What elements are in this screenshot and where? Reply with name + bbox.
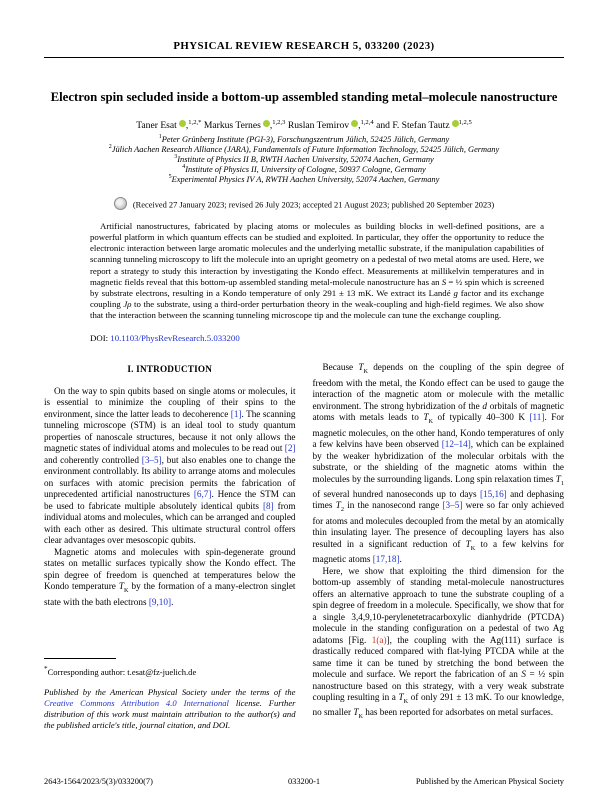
dates-text: (Received 27 January 2023; revised 26 July 2023; accepted 21 August 2023; published 20 September 2023) (132, 200, 495, 210)
author-superscript: 1,2,* (188, 118, 202, 126)
author-separator: , (185, 120, 189, 131)
orcid-icon[interactable] (263, 120, 270, 127)
author-name: and F. Stefan Tautz (376, 120, 450, 131)
citation-link[interactable]: [6,7] (193, 489, 212, 500)
affiliation-line (44, 175, 564, 185)
author-superscript: 1,2,5 (458, 118, 472, 126)
author (288, 120, 374, 131)
citation-link[interactable]: [12–14] (441, 439, 471, 450)
citation-link[interactable]: [8] (262, 500, 274, 511)
body-paragraph: Because $T_K$ depends on the coupling of the spin degree of freedom with the metal, the Kondo effect can be used to gauge the interaction of the magnetic atom or molecule with the metallic environment. The strong hybridization of the d orbitals of magnetic atoms with metals leads to $T_K$ of typically 40–300 K [11]. For magnetic molecules, on the other hand, Kondo temperatures of only a few kelvins have been observed [12–14], which can be explained by the weaker hybridization of the molecular orbitals with the substrate, or the shielding of the magnetic atoms within the molecules by the surrounding ligands. Long spin relaxation times $T_1$ of several hundred nanoseconds up to days [15,16] and dephasing times $T_2$ in the nanosecond range [3–5] were so far only achieved for atoms and molecules decoupled from the metal by an atomically thin insulating layer. The presence of decoupling layers has also resulted in a significant reduction of $T_K$ to a few kelvins for magnetic atoms [17,18]. (312, 362, 565, 565)
citation-link[interactable]: [9,10] (148, 596, 172, 607)
right-column (313, 362, 565, 730)
citation-link[interactable]: [3–5] (141, 454, 162, 465)
affiliation-line (44, 165, 564, 175)
paper-title: Electron spin secluded inside a bottom-up assembled standing metal–molecule nanostructure (50, 90, 558, 104)
license-statement (44, 687, 296, 731)
crossmark-icon[interactable] (114, 197, 127, 210)
abstract-text: Artificial nanostructures, fabricated by placing atoms or molecules as building blocks in well-defined positions, are a powerful platform in which quantum effects can be studied and exploited. In particular, they offer the opportunity to reduce the electronic interaction between large aromatic molecules and the underlying metallic substrate, if the manipulation capabilities of scanning tunneling microscopy to lift the molecule into an upright geometry on a pedestal of two metal atoms are used. Here, we report a strategy to study this interaction by investigating the Kondo effect. Measurements at millikelvin temperatures and in magnetic fields reveal that this bottom-up assembled standing metal-molecule nanostructure has an S = ½ spin which is screened by substrate electrons, resulting in a Kondo temperature of only 291 ± 13 mK. We extract its Landé g factor and its exchange coupling Jρ to the substrate, using a third-order perturbation theory in the weak-coupling and high-field regimes. We also show that the interaction between the scanning tunneling microscope tip and the molecule can tune the exchange coupling. (90, 221, 545, 321)
affiliation-text: Experimental Physics IV A, RWTH Aachen University, 52074 Aachen, Germany (171, 175, 440, 184)
author-name: Ruslan Temirov (287, 120, 350, 131)
affiliations (44, 135, 564, 185)
affiliation-text: Institute of Physics II B, RWTH Aachen University, 52074 Aachen, Germany (177, 155, 434, 164)
footer-publisher: Published by the American Physical Society (415, 777, 564, 786)
citation-link[interactable]: [11] (529, 412, 545, 423)
author (204, 120, 286, 131)
citation-link[interactable]: [2] (284, 443, 296, 454)
orcid-icon[interactable] (351, 120, 358, 127)
affiliation-line (44, 135, 564, 145)
citation-link[interactable]: [17,18] (372, 554, 400, 565)
footnote-text: Corresponding author: t.esat@fz-juelich.de (47, 666, 197, 677)
footnote-divider (44, 658, 116, 659)
author-superscript: 1,2,4 (360, 118, 374, 126)
figure-reference-link[interactable]: 1(a) (371, 634, 387, 645)
author-superscript: 1,2,3 (272, 118, 286, 126)
body-columns (44, 362, 564, 730)
footnote-block (44, 658, 296, 730)
affiliation-line (44, 145, 564, 155)
left-column (44, 362, 296, 730)
doi-line (90, 333, 544, 343)
received-line (44, 197, 564, 210)
body-paragraph: On the way to spin qubits based on single atoms or molecules, it is essential to minimize the coupling of their spins to the environment, since the latter leads to decoherence [1]. The scanning tunneling microscope (STM) is an ideal tool to study quantum properties of nanoscale structures, because it not only allows the magnetic states of individual atoms and molecules to be read out [2] and coherently controlled [3–5], but also enables one to change the environment controllably. Its ability to arrange atoms and molecules on surfaces with atomic precision permits the fabrication of unprecedented artificial nanostructures [6,7]. Hence the STM can be used to fabricate multiple absolutely identical qubits [8] from individual atoms and molecules, which can be arranged and coupled with each other as desired. This ultimate structural control offers clear advantages over mesoscopic qubits. (44, 385, 296, 546)
footer-page-number: 033200-1 (287, 777, 321, 786)
page-footer (44, 777, 564, 786)
affiliation-number: 1 (158, 134, 162, 141)
affiliation-number: 3 (174, 154, 178, 161)
author-name: Markus Ternes (203, 120, 261, 131)
journal-header: PHYSICAL REVIEW RESEARCH 5, 033200 (2023) (44, 40, 564, 58)
author-separator: , (269, 120, 273, 131)
affiliation-text: Peter Grünberg Institute (PGI-3), Forschungszentrum Jülich, 52425 Jülich, Germany (161, 135, 450, 144)
footnote-marker: * (44, 665, 48, 674)
author-separator: , (358, 120, 361, 131)
author-name: Taner Esat (136, 120, 177, 131)
affiliation-text: Institute of Physics II, University of Cologne, 50937 Cologne, Germany (185, 165, 426, 174)
doi-link[interactable]: 10.1103/PhysRevResearch.5.033200 (110, 333, 240, 344)
abstract (90, 221, 544, 321)
license-text-post: license. Further distribution of this work must maintain attribution to the author(s) and the published article's title, journal citation, and DOI. (44, 697, 296, 730)
authors-line (44, 120, 564, 131)
license-text-pre: Published by the American Physical Society under the terms of the (44, 686, 296, 697)
orcid-icon[interactable] (452, 120, 459, 127)
affiliation-number: 2 (108, 144, 112, 151)
doi-label: DOI: (90, 333, 109, 344)
affiliation-line (44, 155, 564, 165)
author (136, 120, 201, 131)
citation-link[interactable]: [3–5] (442, 500, 463, 511)
author (376, 120, 472, 131)
affiliation-number: 5 (168, 174, 172, 181)
citation-link[interactable]: [15,16] (479, 488, 507, 499)
affiliation-text: Jülich Aachen Research Alliance (JARA), Fundamentals of Future Information Technology, 52425 Jülich, Germany (111, 145, 500, 154)
body-paragraph: Here, we show that exploiting the third dimension for the bottom-up assembly of standing metal-molecule nanostructures offers an alternative approach to tune the substrate coupling of a spin degree of freedom in a molecule. Specifically, we show that for a single 3,4,9,10-perylenetetracarboxylic dianhydride (PTCDA) molecule in the standing configuration on a pedestal of two Ag adatoms [Fig. 1(a)], the coupling with the Ag(111) surface is drastically reduced compared with flat-lying PTCDA while at the same time it can be tuned by stretching the bond between the molecule and surface. We report the fabrication of an S = ½ spin nanostructure based on this strategy, with a very weak substrate coupling resulting in a $T_K$ of only 291 ± 13 mK. To our knowledge, no smaller $T_K$ has been reported for adsorbates on metal surfaces. (312, 565, 564, 721)
section-heading-introduction: I. INTRODUCTION (127, 364, 213, 375)
corresponding-author-footnote (44, 667, 296, 678)
orcid-icon[interactable] (179, 120, 186, 127)
body-paragraph: Magnetic atoms and molecules with spin-degenerate ground states on metallic surfaces typically show the Kondo effect. The spin degree of freedom is quenched at temperatures below the Kondo temperature $T_K$ by the formation of a many-electron singlet state with the bath electrons [9,10]. (44, 546, 296, 607)
citation-link[interactable]: [1] (230, 408, 242, 419)
cc-license-link[interactable]: Creative Commons Attribution 4.0 International (44, 697, 229, 708)
affiliation-number: 4 (182, 164, 186, 171)
footer-issn: 2643-1564/2023/5(3)/033200(7) (44, 777, 153, 786)
